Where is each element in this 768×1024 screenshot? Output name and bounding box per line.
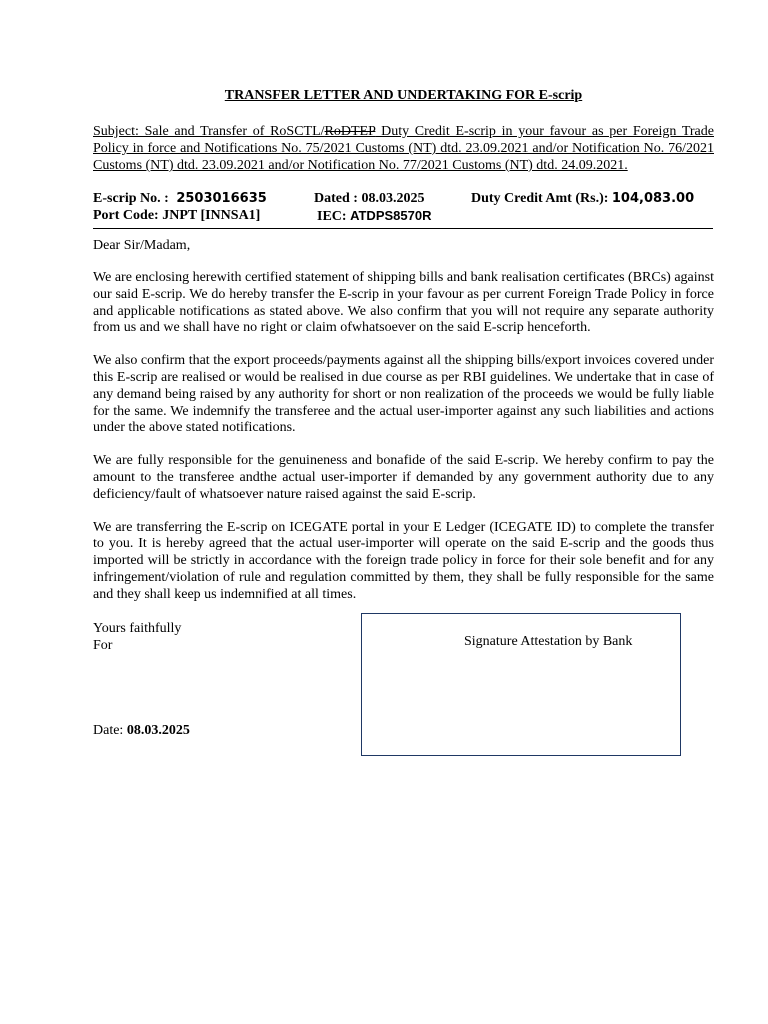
escrip-details-row-1 [93,190,714,207]
port-code-label: Port Code: [93,208,159,223]
signature-attestation-label: Signature Attestation by Bank [464,633,633,649]
port-code-value: JNPT [INNSA1] [162,208,261,223]
escrip-number-label: E-scrip No. : [93,191,169,206]
iec-value: ATDPS8570R [350,208,432,223]
escrip-number [93,190,267,207]
paragraph-export-proceeds: We also confirm that the export proceeds/payments against all the shipping bills/export invoices covered under this E-scrip are realised or would be realised in due course as per RBI guidelines. We undertake that in case of any demand being raised by any authority for short or non realization of the proceeds we would be fully liable for the same. We indemnify the transferee and the actual user-importer against any such liabilities and actions under the above stated notifications. [93,353,714,436]
port-code [93,207,260,224]
header-divider [93,228,713,229]
signature-attestation-box [361,613,681,756]
duty-credit-amount-value: 104,083.00 [611,191,695,206]
escrip-details [93,190,714,224]
salutation: Dear Sir/Madam, [93,238,191,253]
escrip-number-value: 2503016635 [176,191,267,206]
letter-page [93,86,714,770]
for-label: For [93,637,113,653]
closing-date-value: 08.03.2025 [126,722,190,738]
paragraph-enclosure: We are enclosing herewith certified statement of shipping bills and bank realisation certificates (BRCs) against our said E-scrip. We do hereby transfer the E-scrip in your favour as per current Foreign Trade Policy in force and applicable notifications as stated above. We also confirm that you will not require any separate authority from us and we shall have no right or claim ofwhatsoever on the said E-scrip henceforth. [93,270,714,336]
dated-label: Dated : [314,191,358,206]
yours-faithfully: Yours faithfully [93,620,182,636]
closing-block [93,620,181,654]
paragraph-responsibility: We are fully responsible for the genuineness and bonafide of the said E-scrip. We hereby confirm to pay the amount to the transferee andthe actual user-importer if demanded by any government authority due to any deficiency/fault of whatsoever nature raised against the said E-scrip. [93,453,714,502]
subject-text-start: Subject: Sale and Transfer of RoSCTL/ [93,124,325,139]
subject-struck-text: RoDTEP [324,124,376,139]
dated-value: 08.03.2025 [361,191,425,206]
escrip-details-row-2 [93,207,714,224]
iec [317,207,431,225]
closing-date [93,722,190,739]
subject-line [93,123,714,174]
closing-section [93,620,714,770]
dated [314,190,424,207]
duty-credit-amount [471,190,694,207]
letter-title: TRANSFER LETTER AND UNDERTAKING FOR E-scrip [224,88,583,103]
closing-date-label: Date: [93,722,124,738]
subject-text-end: Duty Credit E-scrip in your favour as per Foreign Trade Policy in force and Notifications No. 75/2021 Customs (NT) dtd. 23.09.2021 and/or Notification No. 76/2021 Customs (NT) dtd. 23.09.2021 and/or Notification No. 77/2021 Customs (NT) dtd. 24.09.2021. [93,124,714,173]
duty-credit-amount-label: Duty Credit Amt (Rs.): [471,191,609,206]
paragraph-icegate-transfer: We are transferring the E-scrip on ICEGATE portal in your E Ledger (ICEGATE ID) to complete the transfer to you. It is hereby agreed that the actual user-importer will operate on the said E-scrip and the goods thus imported will be strictly in accordance with the foreign trade policy in force for their sole benefit and for any infringement/violation of rule and regulation committed by them, they shall be fully responsible for the same and they shall keep us indemnified at all times. [93,519,714,602]
iec-label: IEC: [317,209,347,224]
